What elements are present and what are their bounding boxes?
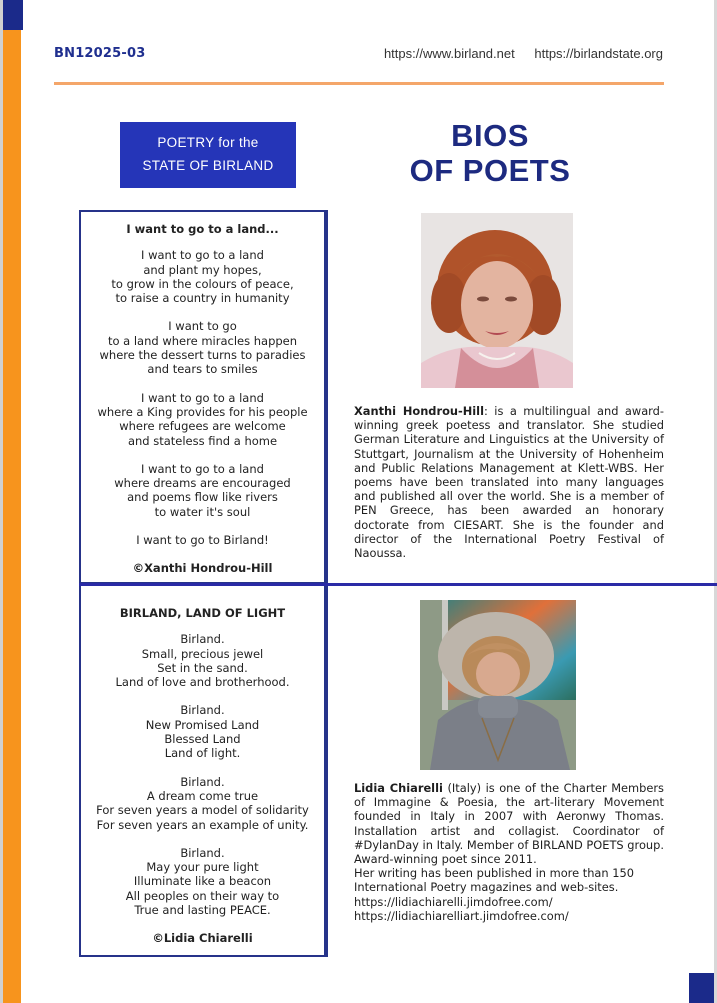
bio-lidia-chiarelli — [354, 781, 664, 923]
document-code: BN12025-03 — [54, 46, 146, 61]
banner-line-2: STATE OF BIRLAND — [142, 158, 274, 173]
poem-line: to grow in the colours of peace, — [111, 276, 294, 291]
poem-line: New Promised Land — [145, 717, 260, 732]
poem-stanza — [81, 319, 324, 376]
poem-line: I want to go — [168, 319, 237, 334]
bio-intro — [354, 781, 664, 824]
photo-xanthi-hondrou-hill — [421, 213, 573, 388]
poem-title: I want to go to a land... — [126, 222, 279, 236]
poem-line: and poems flow like rivers — [127, 490, 278, 505]
poem-line: Land of light. — [164, 746, 241, 761]
section-divider — [79, 583, 717, 586]
photo-lidia-chiarelli — [420, 600, 576, 770]
poem-line: All peoples on their way to — [125, 888, 280, 903]
portrait-illustration — [420, 600, 576, 770]
website-link-birlandstate-org[interactable]: https://birlandstate.org — [534, 46, 663, 61]
poem-stanza — [81, 775, 324, 832]
poem-stanzas — [81, 632, 324, 917]
poem-line: I want to go to a land — [141, 248, 264, 263]
bio-line: Award-winning poet since 2011. — [354, 852, 537, 867]
bio-name: Lidia Chiarelli — [354, 781, 443, 795]
poem-line: I want to go to a land — [141, 461, 264, 476]
header-links — [368, 46, 663, 61]
bio-line: Her writing has been published in more than 150 International Poetry magazines and web-sites. — [354, 866, 634, 895]
poem-line: where a King provides for his people — [97, 404, 308, 419]
poem-line: Birland. — [180, 845, 225, 860]
bio-line: Installation artist and collagist. Coordinator of #DylanDay in Italy. Member of BIRLAND POETS group. — [354, 823, 664, 852]
poem-stanza — [81, 391, 324, 448]
poem-line: True and lasting PEACE. — [134, 903, 271, 918]
poem-line: For seven years an example of unity. — [96, 817, 309, 832]
bio-link[interactable]: https://lidiachiarelli.jimdofree.com/ — [354, 894, 553, 909]
poem-line: For seven years a model of solidarity — [96, 803, 309, 818]
poem-line: where the dessert turns to paradies — [99, 348, 306, 363]
poem-line: where refugees are welcome — [119, 419, 286, 434]
portrait-illustration — [421, 213, 573, 388]
poem-line: Birland. — [180, 703, 225, 718]
poem-line: Illuminate like a beacon — [133, 874, 272, 889]
poem-title: BIRLAND, LAND OF LIGHT — [119, 606, 286, 620]
poem-stanza — [81, 703, 324, 760]
website-link-birland-net[interactable]: https://www.birland.net — [383, 46, 515, 61]
poem-line: A dream come true — [146, 788, 259, 803]
poem-stanza — [81, 533, 324, 547]
bio-link[interactable]: https://lidiachiarelliart.jimdofree.com/ — [354, 908, 569, 923]
poem-line: Birland. — [180, 774, 225, 789]
poetry-banner — [120, 122, 296, 188]
bio-text: (Italy) is one of the Charter Members of Immagine & Poesia, the art-literary Movement founded in Italy in 2007 with Aeronwy Thomas. — [354, 781, 664, 824]
poem-stanza — [81, 846, 324, 917]
poem-line: Land of love and brotherhood. — [115, 675, 290, 690]
poem-stanza — [81, 632, 324, 689]
poem-line: I want to go to a land — [141, 390, 264, 405]
poem-line: Small, precious jewel — [141, 646, 264, 661]
header-divider — [54, 82, 664, 85]
poem-line: and plant my hopes, — [143, 262, 262, 277]
poem-line: I want to go to Birland! — [136, 533, 269, 548]
poem-line: to raise a country in humanity — [115, 291, 290, 306]
page-title — [390, 118, 590, 188]
poem-stanza — [81, 462, 324, 519]
poem-box-xanthi — [79, 210, 326, 584]
blue-corner-block-top — [3, 0, 23, 30]
orange-side-bar — [3, 30, 21, 1003]
poem-line: Birland. — [180, 632, 225, 647]
poem-author: ©Xanthi Hondrou-Hill — [132, 561, 273, 576]
blue-corner-block-bottom — [689, 973, 714, 1003]
page-title-line-1: BIOS — [451, 118, 529, 153]
poem-author: ©Lidia Chiarelli — [152, 931, 253, 946]
poem-line: where dreams are encouraged — [114, 476, 291, 491]
poem-stanza — [81, 248, 324, 305]
banner-line-1: POETRY for the — [157, 135, 259, 150]
poem-line: to a land where miracles happen — [107, 333, 298, 348]
poem-line: Blessed Land — [164, 732, 241, 747]
page-title-line-2: OF POETS — [409, 153, 571, 188]
poem-line: and stateless find a home — [127, 433, 278, 448]
poem-stanzas — [81, 248, 324, 547]
poem-line: and tears to smiles — [147, 362, 258, 377]
poem-line: to water it's soul — [154, 504, 251, 519]
bio-xanthi-hondrou-hill — [354, 404, 664, 560]
poem-line: May your pure light — [146, 860, 259, 875]
bio-text: : is a multilingual and award-winning greek poetess and translator. She studied German Literature and Linguistics at the University of Stuttgart, Journalism at the University of Hohenheim and Public Relations Management at Klett-WBS. Her poems have been translated into many languages and published all over the world. She is a member of PEN Greece, has been awarded an honorary doctorate from CIESART. She is the founder and director of the International Poetry Festival of Naoussa. — [354, 404, 664, 561]
bio-name: Xanthi Hondrou-Hill — [354, 404, 484, 418]
poem-line: Set in the sand. — [157, 660, 248, 675]
poem-box-lidia — [79, 584, 326, 957]
